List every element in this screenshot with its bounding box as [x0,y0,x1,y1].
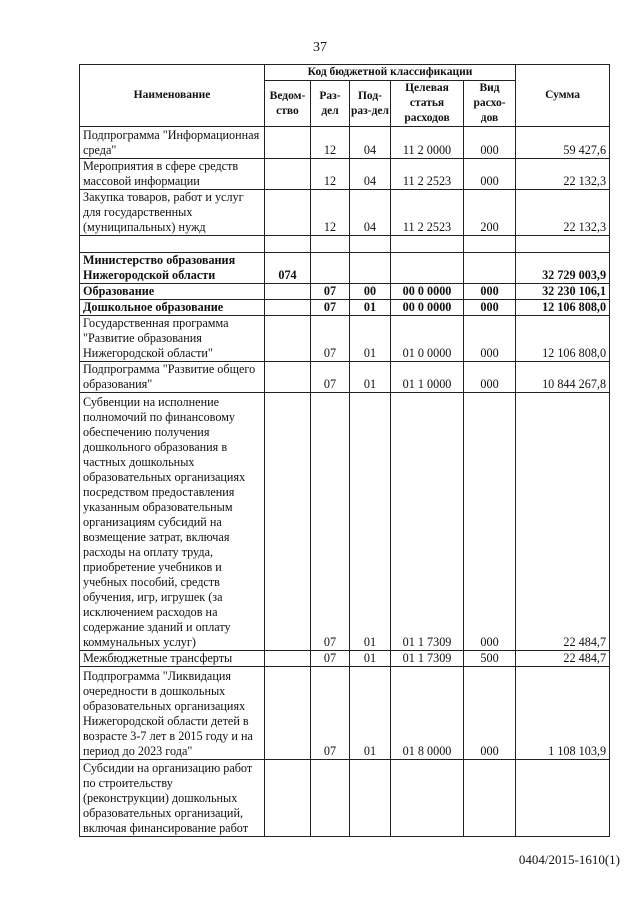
row-sum: 22 132,3 [516,190,610,236]
table-row [80,127,610,159]
row-rz: 07 [311,651,350,667]
table-row [80,284,610,300]
table-row [80,362,610,393]
row-ved [265,300,311,316]
row-pr: 04 [350,190,391,236]
header-vedomstvo: Ведом-ство [265,81,311,127]
page-number: 37 [313,40,327,55]
row-vr [464,760,516,837]
row-ved [265,651,311,667]
row-pr [350,760,391,837]
row-ved [265,190,311,236]
header-name: Наименование [80,65,265,127]
row-ved [265,667,311,760]
document-code: 0404/2015-1610(1) [518,852,620,867]
table-row [80,236,610,253]
row-cs [391,760,464,837]
row-ved [265,760,311,837]
row-rz: 07 [311,362,350,393]
row-rz: 12 [311,127,350,159]
row-cs: 01 8 0000 [391,667,464,760]
row-ved [265,127,311,159]
row-rz: 07 [311,284,350,300]
row-rz [311,236,350,253]
table-row [80,316,610,362]
table-row [80,159,610,190]
budget-table [79,64,610,837]
row-sum: 32 729 003,9 [516,253,610,284]
row-pr: 01 [350,362,391,393]
row-name: Подпрограмма "Информационная среда" [80,127,265,159]
row-cs: 01 1 0000 [391,362,464,393]
row-vr: 000 [464,393,516,651]
row-ved [265,284,311,300]
row-sum: 22 484,7 [516,651,610,667]
table-row [80,651,610,667]
row-name: Субвенции на исполнение полномочий по финансовому обеспечению получения дошкольного образования в частных дошкольных образовательных организациях посредством предоставления указанным образовательным организациям субсидий на возмещение затрат, включая расходы на оплату труда, приобретение учебников и учебных пособий, средств обучения, игр, игрушек (за исключением расходов на содержание зданий и оплату коммунальных услуг) [80,393,265,651]
table-row [80,253,610,284]
row-name: Подпрограмма "Ликвидация очередности в дошкольных образовательных организациях Нижегородской области детей в возрасте 3-7 лет в 2015 году и на период до 2023 года" [80,667,265,760]
row-name: Мероприятия в сфере средств массовой информации [80,159,265,190]
row-cs: 11 2 2523 [391,190,464,236]
header-group: Код бюджетной классификации [265,65,516,81]
row-pr: 01 [350,667,391,760]
row-vr: 000 [464,159,516,190]
row-ved [265,362,311,393]
row-pr: 00 [350,284,391,300]
row-name: Министерство образования Нижегородской области [80,253,265,284]
row-rz: 07 [311,316,350,362]
row-cs: 01 0 0000 [391,316,464,362]
row-cs: 11 2 0000 [391,127,464,159]
row-sum: 32 230 106,1 [516,284,610,300]
row-sum: 1 108 103,9 [516,667,610,760]
row-vr: 500 [464,651,516,667]
row-cs: 00 0 0000 [391,284,464,300]
row-pr: 04 [350,159,391,190]
row-pr: 01 [350,651,391,667]
row-rz [311,253,350,284]
row-ved [265,393,311,651]
table-row [80,300,610,316]
row-vr: 000 [464,300,516,316]
row-sum: 12 106 808,0 [516,300,610,316]
row-ved: 074 [265,253,311,284]
row-sum: 22 484,7 [516,393,610,651]
row-rz: 07 [311,393,350,651]
header-razdel: Раз-дел [311,81,350,127]
table-row [80,760,610,837]
row-cs: 11 2 2523 [391,159,464,190]
row-pr [350,236,391,253]
row-name: Межбюджетные трансферты [80,651,265,667]
row-vr: 000 [464,316,516,362]
row-sum: 12 106 808,0 [516,316,610,362]
row-ved [265,159,311,190]
header-sum: Сумма [516,65,610,127]
row-rz: 12 [311,159,350,190]
row-ved [265,316,311,362]
row-ved [265,236,311,253]
header-tselevaya: Целевая статья расходов [391,81,464,127]
table-row [80,190,610,236]
row-cs: 00 0 0000 [391,300,464,316]
row-name: Образование [80,284,265,300]
row-name [80,236,265,253]
row-pr: 01 [350,300,391,316]
row-vr [464,236,516,253]
row-cs [391,236,464,253]
row-vr: 000 [464,284,516,300]
row-pr: 01 [350,316,391,362]
row-pr: 01 [350,393,391,651]
row-rz: 12 [311,190,350,236]
row-cs [391,253,464,284]
row-cs: 01 1 7309 [391,651,464,667]
header-podrazdel: Под-раз-дел [350,81,391,127]
row-vr: 000 [464,667,516,760]
row-name: Субсидии на организацию работ по строительству (реконструкции) дошкольных образовательных организаций, включая финансирование работ [80,760,265,837]
row-name: Закупка товаров, работ и услуг для государственных (муниципальных) нужд [80,190,265,236]
row-rz: 07 [311,300,350,316]
row-name: Государственная программа "Развитие образования Нижегородской области" [80,316,265,362]
row-rz: 07 [311,667,350,760]
row-sum [516,760,610,837]
row-pr [350,253,391,284]
row-vr: 000 [464,362,516,393]
header-vid: Вид расхо-дов [464,81,516,127]
row-sum [516,236,610,253]
row-cs: 01 1 7309 [391,393,464,651]
row-vr [464,253,516,284]
row-rz [311,760,350,837]
row-sum: 59 427,6 [516,127,610,159]
row-name: Дошкольное образование [80,300,265,316]
table-row [80,667,610,760]
row-name: Подпрограмма "Развитие общего образования" [80,362,265,393]
row-sum: 22 132,3 [516,159,610,190]
row-sum: 10 844 267,8 [516,362,610,393]
row-vr: 000 [464,127,516,159]
table-row [80,393,610,651]
row-pr: 04 [350,127,391,159]
row-vr: 200 [464,190,516,236]
